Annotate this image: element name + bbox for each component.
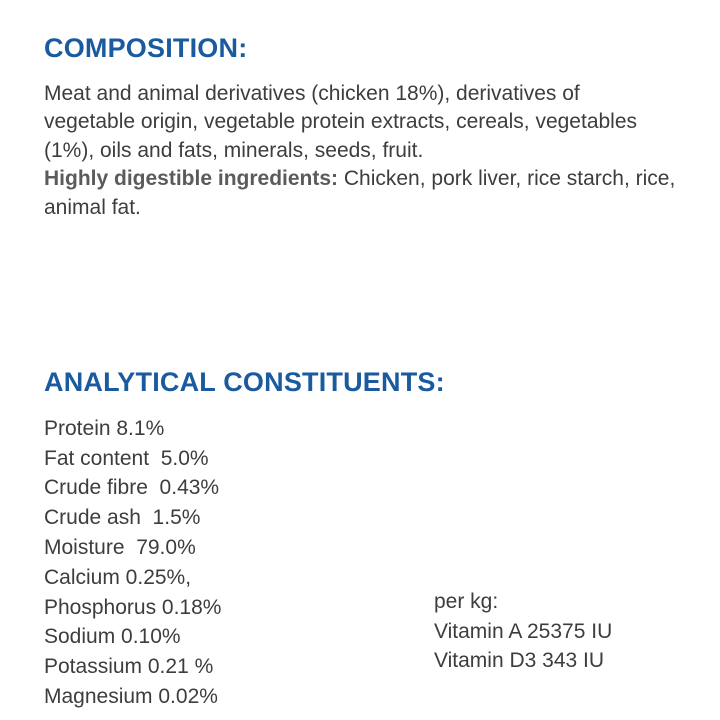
list-item: Protein 8.1% <box>44 416 165 440</box>
list-item: Crude fibre 0.43% <box>44 476 220 500</box>
composition-paragraph: Meat and animal derivatives (chicken 18%), derivatives of vegetable origin, vegetable protein extracts, cereals, vegetables (1%), oils and fats, minerals, seeds, fruit. <box>44 81 638 162</box>
constituents-list <box>44 414 424 712</box>
list-item: Moisture 79.0% <box>44 535 196 559</box>
list-item: Phosphorus 0.18% <box>44 595 222 619</box>
highly-digestible-line <box>44 165 676 222</box>
list-item: Magnesium 0.02% <box>44 685 218 708</box>
analytical-constituents-section <box>44 368 676 712</box>
vitamins-title: per kg: <box>434 589 499 613</box>
list-item: Sodium 0.10% <box>44 625 181 649</box>
highly-digestible-text: Chicken, pork liver, rice starch, rice, animal fat. <box>44 167 676 219</box>
constituents-columns <box>44 414 676 712</box>
highly-digestible-label: Highly digestible ingredients: <box>44 167 339 191</box>
list-item: Calcium 0.25%, <box>44 565 192 589</box>
list-item: Vitamin A 25375 IU <box>434 619 613 643</box>
analytical-constituents-heading: ANALYTICAL CONSTITUENTS: <box>44 367 445 397</box>
list-item: Vitamin D3 343 IU <box>434 649 605 673</box>
vitamins-block <box>434 414 612 676</box>
list-item: Fat content 5.0% <box>44 446 209 470</box>
composition-heading: COMPOSITION: <box>44 33 248 63</box>
list-item: Potassium 0.21 % <box>44 655 214 679</box>
list-item: Crude ash 1.5% <box>44 506 201 530</box>
composition-section <box>44 34 676 222</box>
